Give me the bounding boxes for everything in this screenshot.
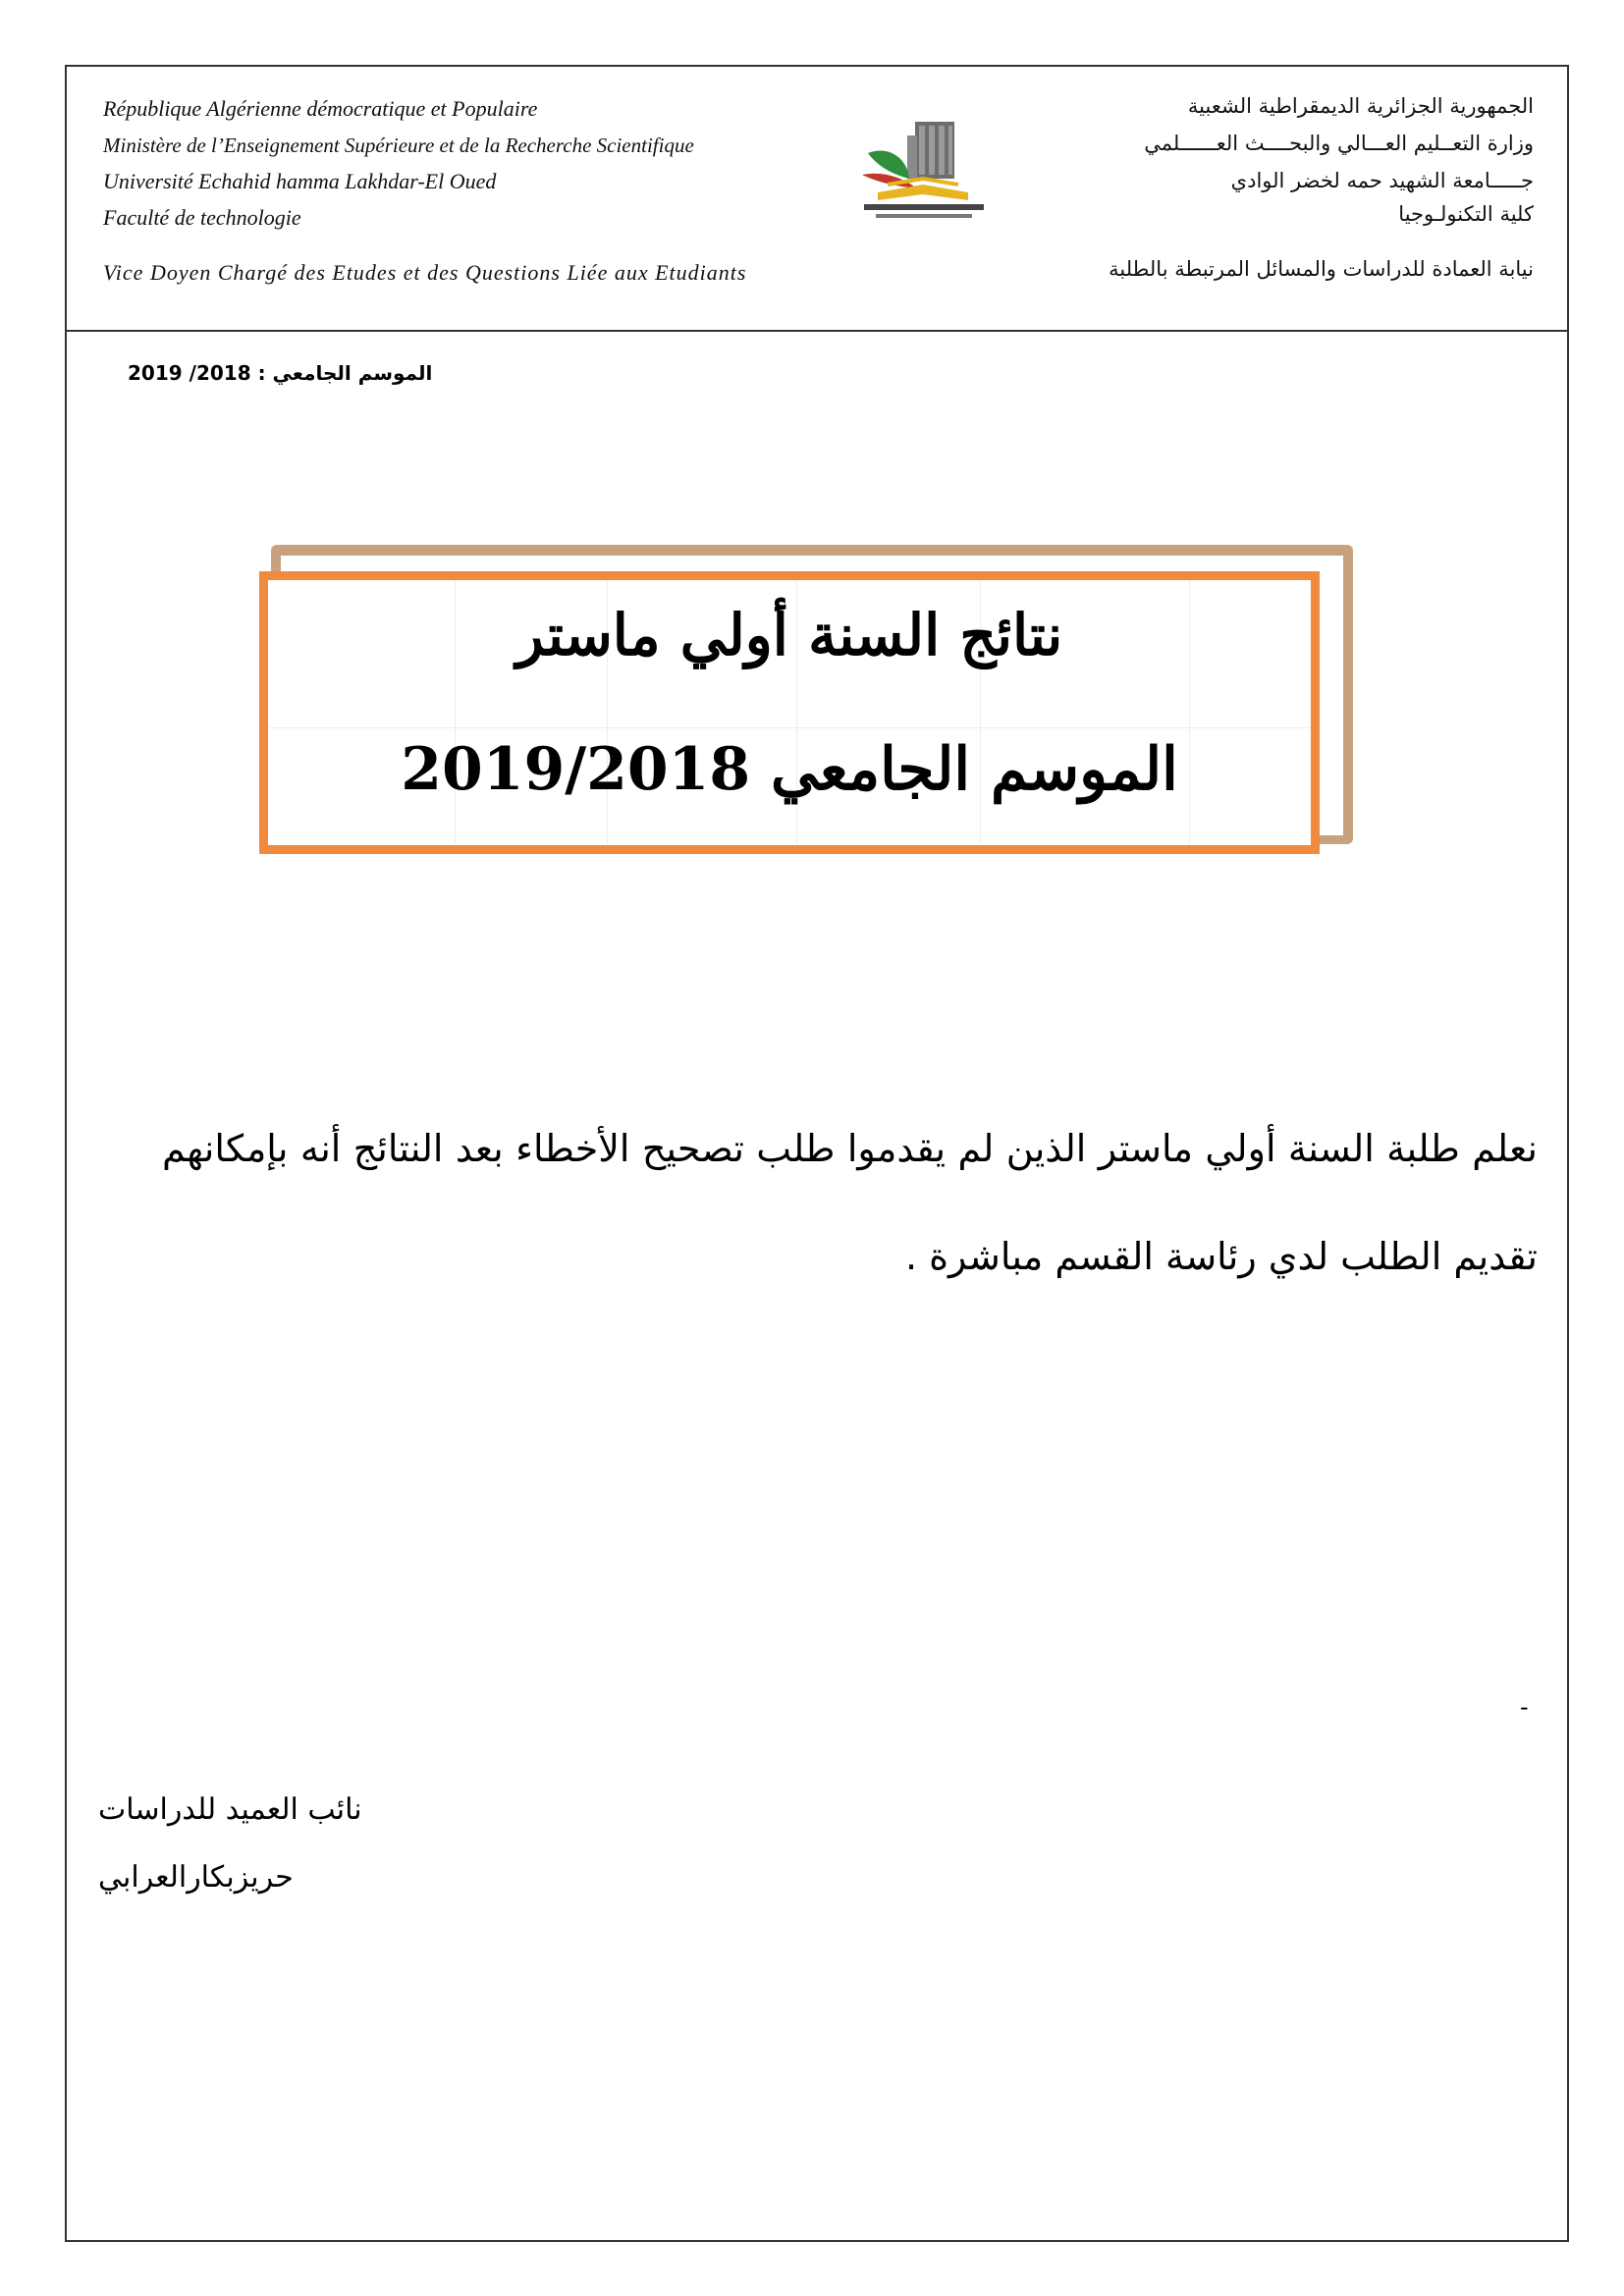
title-results-first-year-master: نتائج السنة أولي ماستر <box>515 602 1063 668</box>
university-logo <box>858 114 990 224</box>
title-box-guideline <box>268 727 1311 728</box>
title-academic-season: الموسم الجامعي 2019/2018 <box>401 735 1178 804</box>
notice-paragraph: نعلم طلبة السنة أولي ماستر الذين لم يقدموا طلب تصحيح الأخطاء بعد النتائج أنه بإمكانهم تقديم الطلب لدي رئاسة القسم مباشرة . <box>162 1127 1538 1278</box>
header-fr-university: Université Echahid hamma Lakhdar-El Oued <box>103 169 497 193</box>
header-divider <box>65 330 1569 332</box>
header-fr-ministry: Ministère de l’Enseignement Supérieure et de la Recherche Scientifique <box>103 133 694 157</box>
header-ar-vice-dean: نيابة العمادة للدراسات والمسائل المرتبطة بالطلبة <box>1109 257 1534 281</box>
title-box <box>259 571 1320 854</box>
header-fr-faculty: Faculté de technologie <box>103 205 301 230</box>
signature-title: نائب العميد للدراسات <box>98 1792 362 1827</box>
header-ar-republic: الجمهورية الجزائرية الديمقراطية الشعبية <box>1187 94 1534 118</box>
header-fr-republic: République Algérienne démocratique et Populaire <box>103 96 538 121</box>
header-ar-faculty: كلية التكنولـوجيا <box>1398 202 1534 226</box>
academic-season-line: الموسم الجامعي : 2018/ 2019 <box>128 361 433 385</box>
header-fr-vice-dean: Vice Doyen Chargé des Etudes et des Questions Liée aux Etudiants <box>103 260 747 285</box>
header-ar-ministry: وزارة التعــليم العـــالي والبحــــث العــــــلمي <box>1144 132 1534 155</box>
header-ar-university: جـــــامعة الشهيد حمه لخضر الوادي <box>1230 169 1534 192</box>
signature-name: حريزبكارالعرابي <box>98 1860 294 1895</box>
stray-dash: - <box>1520 1693 1529 1721</box>
